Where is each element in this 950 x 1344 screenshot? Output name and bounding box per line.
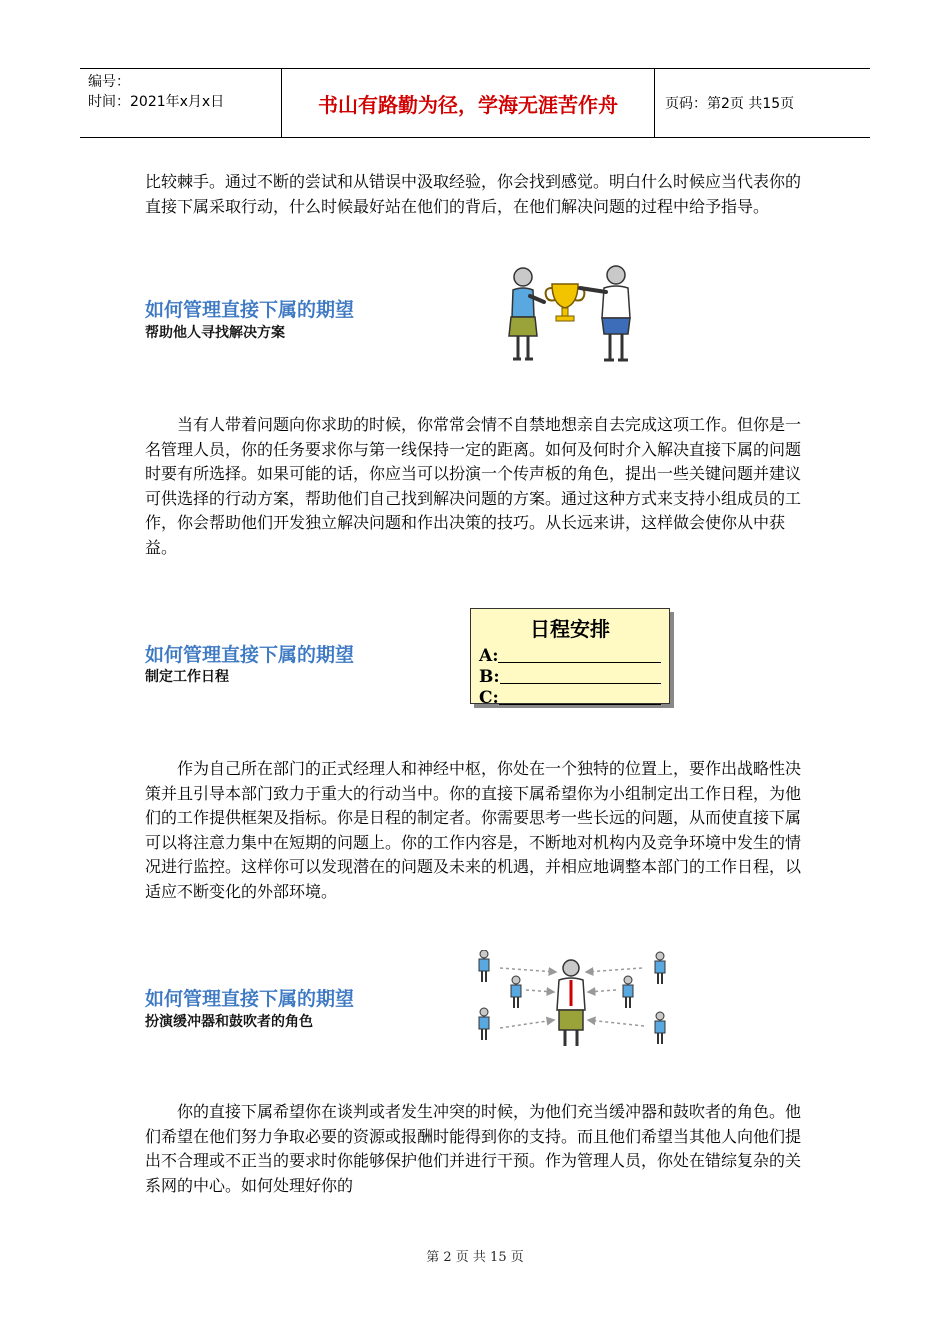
subordinate-figure-icon bbox=[655, 1012, 665, 1044]
schedule-row-c: C: bbox=[479, 688, 661, 709]
schedule-row-b: B: bbox=[479, 667, 661, 688]
section-1-title: 如何管理直接下属的期望 bbox=[145, 299, 355, 321]
subordinate-figure-icon bbox=[479, 1008, 489, 1040]
section-3-paragraph-block bbox=[145, 1100, 805, 1198]
page-header bbox=[80, 68, 870, 138]
section-3-subtitle: 扮演缓冲器和鼓吹者的角色 bbox=[145, 1014, 313, 1030]
trophy-handover-illustration bbox=[500, 262, 650, 364]
header-motto: 书山有路勤为径，学海无涯苦作舟 bbox=[282, 69, 655, 137]
section-1-subtitle: 帮助他人寻找解决方案 bbox=[145, 325, 285, 341]
subordinate-figure-icon bbox=[511, 976, 521, 1008]
page-footer: 第 2 页 共 15 页 bbox=[426, 1250, 524, 1265]
manager-figure-icon bbox=[557, 960, 585, 1046]
header-number-label: 编号： bbox=[88, 74, 130, 90]
header-date-label: 时间：2021年x月x日 bbox=[88, 94, 225, 110]
section-3-title: 如何管理直接下属的期望 bbox=[145, 988, 355, 1010]
section-2-title: 如何管理直接下属的期望 bbox=[145, 644, 355, 666]
network-buffer-illustration bbox=[466, 950, 676, 1050]
subordinate-figure-icon bbox=[623, 976, 633, 1008]
section-2-paragraph-block bbox=[145, 757, 805, 904]
trophy-icon bbox=[546, 284, 585, 321]
intro-paragraph: 比较棘手。通过不断的尝试和从错误中汲取经验，你会找到感觉。明白什么时候应当代表你的直接下属采取行动，什么时候最好站在他们的背后，在他们解决问题的过程中给予指导。 bbox=[145, 172, 802, 216]
intro-paragraph-block bbox=[145, 170, 805, 219]
schedule-heading: 日程安排 bbox=[530, 617, 610, 641]
schedule-row-a: A: bbox=[479, 646, 661, 667]
section-2-subtitle: 制定工作日程 bbox=[145, 669, 229, 685]
section-3-paragraph: 你的直接下属希望你在谈判或者发生冲突的时候，为他们充当缓冲器和鼓吹者的角色。他们希望在他们努力争取必要的资源或报酬时能得到你的支持。而且他们希望当其他人向他们提出不合理或不正当的要求时你能够保护他们并进行干预。作为管理人员，你处在错综复杂的关系网的中心。如何处理好你的 bbox=[145, 1102, 802, 1195]
section-1-paragraph: 当有人带着问题向你求助的时候，你常常会情不自禁地想亲自去完成这项工作。但你是一名管理人员，你的任务要求你与第一线保持一定的距离。如何及何时介入解决直接下属的问题时要有所选择。如果可能的话，你应当可以扮演一个传声板的角色，提出一些关键问题并建议可供选择的行动方案，帮助他们自己找到解决问题的方案。通过这种方式来支持小组成员的工作，你会帮助他们开发独立解决问题和作出决策的技巧。从长远来讲，这样做会使你从中获益。 bbox=[145, 415, 802, 557]
subordinate-figure-icon bbox=[479, 950, 489, 982]
woman-figure-icon bbox=[509, 268, 544, 359]
header-page-info: 页码：第2页 共15页 bbox=[665, 96, 795, 112]
section-2-paragraph: 作为自己所在部门的正式经理人和神经中枢，你处在一个独特的位置上，要作出战略性决策并且引导本部门致力于重大的行动当中。你的直接下属希望你为小组制定出工作日程，为他们的工作提供框架及指标。你是日程的制定者。你需要思考一些长远的问题，从而使直接下属可以将注意力集中在短期的问题上。你的工作内容是，不断地对机构内及竞争环境中发生的情况进行监控。这样你可以发现潜在的问题及未来的机遇，并相应地调整本部门的工作日程，以适应不断变化的外部环境。 bbox=[145, 759, 802, 901]
subordinate-figure-icon bbox=[655, 952, 665, 984]
schedule-note-card bbox=[470, 608, 670, 708]
section-1-paragraph-block bbox=[145, 413, 805, 560]
header-meta bbox=[80, 69, 282, 137]
man-figure-icon bbox=[580, 266, 630, 360]
